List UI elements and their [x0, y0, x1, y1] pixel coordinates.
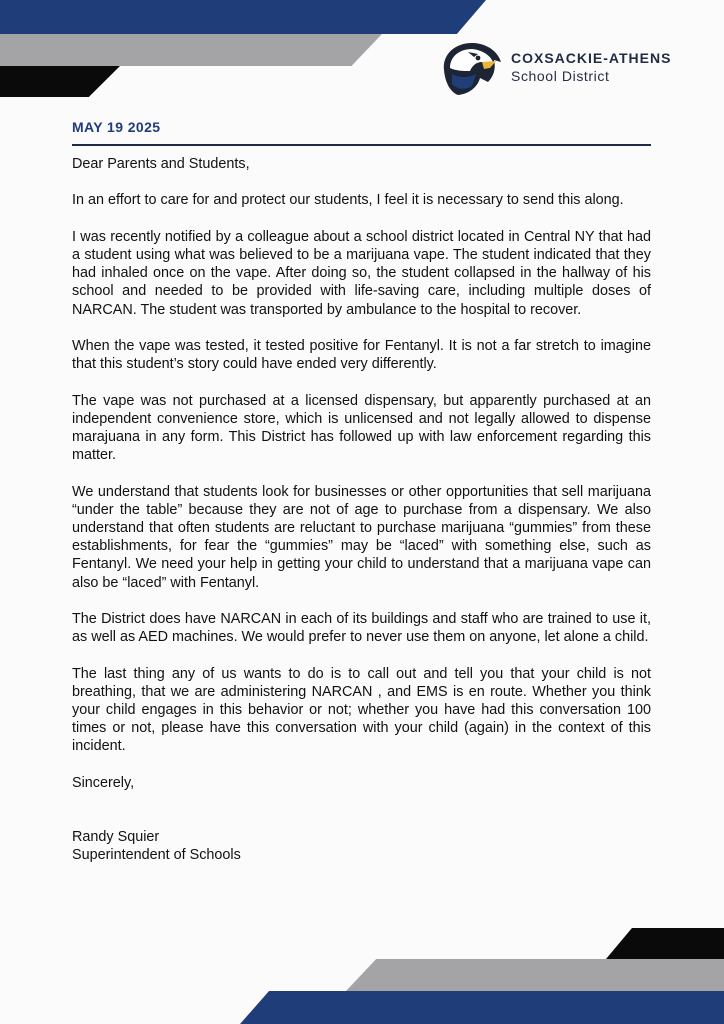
closing: Sincerely, [72, 774, 135, 791]
eagle-logo-icon [438, 38, 504, 98]
district-wordmark [511, 49, 671, 85]
paragraph-2: I was recently notified by a colleague about a school district located in Central NY that had a student using what was believed to be a marijuana vape. The student indicated that they had inhaled once on the vape. After doing so, the student collapsed in the hallway of his school and needed to be provided with life-saving care, including multiple doses of NARCAN. The student was transported by ambulance to the hospital to recover. [72, 228, 651, 318]
paragraph-1: In an effort to care for and protect our students, I feel it is necessary to send this along. [72, 192, 624, 209]
letter-date: MAY 19 2025 [72, 119, 161, 135]
top-gray-band [0, 34, 382, 66]
district-subtitle: School District [511, 68, 610, 84]
signer-name: Randy Squier [72, 828, 160, 845]
paragraph-6: The District does have NARCAN in each of its buildings and staff who are trained to use it, as well as AED machines. We would prefer to never use them on anyone, let alone a child. [72, 610, 651, 646]
bottom-black-band [606, 928, 724, 959]
paragraph-3: When the vape was tested, it tested positive for Fentanyl. It is not a far stretch to imagine that this student’s story could have ended very differently. [72, 337, 651, 373]
header-divider [72, 144, 651, 146]
bottom-gray-band [346, 959, 724, 991]
paragraph-5: We understand that students look for businesses or other opportunities that sell marijuana “under the table” because they are not of age to purchase from a dispensary. We also understand that often students are reluctant to purchase marijuana “gummies” from these establishments, for fear the “gummies” may be “laced” with something else, such as Fentanyl. We need your help in getting your child to understand that a marijuana vape can also be “laced” with Fentanyl. [72, 483, 651, 591]
salutation: Dear Parents and Students, [72, 156, 250, 172]
top-navy-band [0, 0, 486, 34]
bottom-navy-band [240, 991, 724, 1024]
top-black-band [0, 66, 120, 97]
signer-title: Superintendent of Schools [72, 847, 241, 864]
paragraph-7: The last thing any of us wants to do is to call out and tell you that your child is not breathing, that we are administering NARCAN , and EMS is en route. Whether you think your child engages in this behavior or not; whether you have had this conversation 100 times or not, please have this conversation with your child (again) in the context of this incident. [72, 665, 651, 755]
paragraph-4: The vape was not purchased at a licensed dispensary, but apparently purchased at an independent convenience store, which is unlicensed and not legally allowed to dispense marajuana in any form. This District has followed up with law enforcement regarding this matter. [72, 392, 651, 464]
letter-body [72, 155, 651, 864]
district-name: COXSACKIE-ATHENS [511, 50, 672, 66]
